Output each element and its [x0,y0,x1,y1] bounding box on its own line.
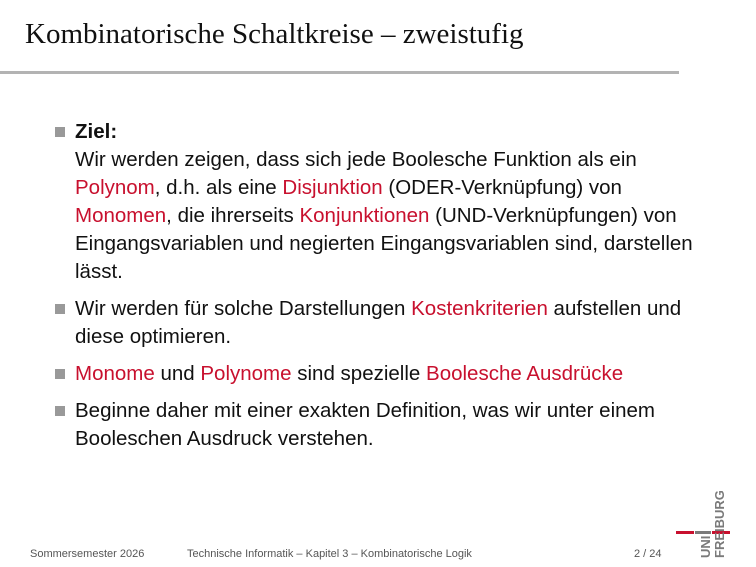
bullet-item [55,360,695,388]
bullet-item [55,397,695,453]
square-bullet-icon [55,369,65,379]
bullet-text [75,297,681,348]
text-segment: (UND-Verknüpfungen) von Eingangsvariablen und negierten Eingangsvariablen sind, darstellen lässt. [75,204,693,283]
logo-text-uni: UNI [698,535,713,558]
text-segment: (ODER-Verknüpfung) von [382,176,622,199]
square-bullet-icon [55,406,65,416]
highlighted-term: Boolesche Ausdrücke [426,362,624,385]
highlighted-term: Konjunktionen [299,204,430,227]
slide-title: Kombinatorische Schaltkreise – zweistufig [25,18,524,50]
square-bullet-icon [55,127,65,137]
footer-course: Technische Informatik – Kapitel 3 – Kombinatorische Logik [187,548,472,560]
highlighted-term: Monomen [75,204,167,227]
text-segment: Beginne daher mit einer exakten Definition, was wir unter einem Booleschen Ausdruck verstehen. [75,399,655,450]
bullet-text [75,148,693,283]
title-divider [0,71,679,74]
logo-text-freiburg: FREIBURG [712,490,727,558]
bullet-text [75,362,623,385]
highlighted-term: Kostenkriterien [411,297,548,320]
text-segment: , die ihrerseits [166,204,300,227]
footer-semester: Sommersemester 2026 [30,548,145,560]
highlighted-term: Polynome [200,362,292,385]
text-segment: sind spezielle [291,362,427,385]
square-bullet-icon [55,304,65,314]
footer-page-number: 2 / 24 [634,548,662,560]
highlighted-term: Monome [75,362,155,385]
text-segment: Wir werden für solche Darstellungen [75,297,412,320]
logo-bar-red-left [676,531,694,534]
text-segment: , d.h. als eine [154,176,283,199]
text-segment: Wir werden zeigen, dass sich jede Boolesche Funktion als ein [75,148,637,171]
highlighted-term: Disjunktion [282,176,383,199]
bullet-heading: Ziel: [75,120,118,143]
logo-bar-gray [695,531,711,534]
bullet-item [55,295,695,351]
bullet-item [55,118,695,286]
university-logo [676,478,732,558]
bullet-text [75,399,655,450]
text-segment: aufstellen und diese optimieren. [75,297,682,348]
bullet-list [55,118,695,462]
highlighted-term: Polynom [75,176,155,199]
text-segment: und [154,362,201,385]
